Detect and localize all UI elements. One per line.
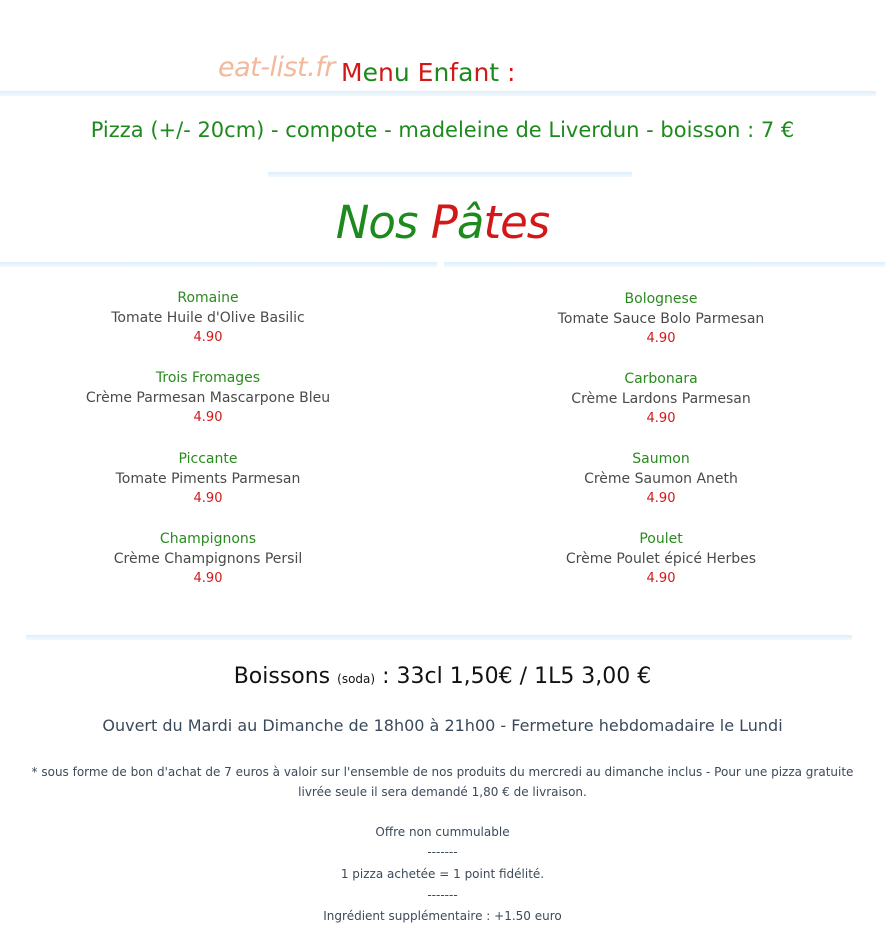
title-letter: f: [449, 58, 459, 87]
divider: [0, 91, 876, 96]
menu-item: [58, 449, 358, 509]
title-letter: M: [341, 58, 363, 87]
separator-dashes: -------: [427, 888, 458, 902]
dish-description: Tomate Piments Parmesan: [115, 471, 301, 487]
dish-price: 4.90: [193, 410, 223, 425]
title-letter: [410, 58, 418, 87]
dish-name: Piccante: [178, 451, 238, 467]
pasta-column-left: [58, 288, 358, 608]
divider: [444, 262, 885, 267]
drinks-line: [0, 664, 885, 689]
dish-price: 4.90: [193, 330, 223, 345]
dish-name: Bolognese: [624, 291, 698, 307]
drinks-prices: : 33cl 1,50€ / 1L5 3,00 €: [375, 664, 652, 689]
menu-item: [511, 529, 811, 589]
footnote: * sous forme de bon d'achat de 7 euros à valoir sur l'ensemble de nos produits du mercredi au dimanche inclus - Pour une pizza gratuite livrée seule il sera demandé 1,80 € de livraison.: [31, 765, 854, 799]
loyalty-note: 1 pizza achetée = 1 point fidélité.: [340, 867, 545, 881]
title-letter: n: [473, 58, 490, 87]
dish-description: Crème Saumon Aneth: [584, 471, 738, 487]
dish-description: Tomate Sauce Bolo Parmesan: [557, 311, 765, 327]
dish-description: Crème Lardons Parmesan: [571, 391, 751, 407]
dish-description: Crème Poulet épicé Herbes: [565, 551, 757, 567]
watermark-logo: eat-list.fr: [218, 52, 335, 83]
dish-price: 4.90: [646, 491, 676, 506]
pasta-section-title: Nos Pâtes: [335, 196, 550, 249]
divider: [268, 172, 632, 177]
dish-name: Champignons: [159, 531, 257, 547]
divider: [0, 262, 437, 267]
title-letter: t: [489, 58, 500, 87]
title-letter: u: [393, 58, 410, 87]
extra-ingredient-note: Ingrédient supplémentaire : +1.50 euro: [323, 909, 562, 923]
dish-name: Carbonara: [624, 371, 698, 387]
opening-hours: Ouvert du Mardi au Dimanche de 18h00 à 21h00 - Fermeture hebdomadaire le Lundi: [102, 716, 783, 735]
drinks-qualifier: (soda): [337, 672, 376, 686]
pasta-column-right: [511, 289, 811, 609]
offer-note: Offre non cummulable: [375, 825, 510, 839]
title-letter: n: [377, 58, 394, 87]
drinks-label: Boissons: [233, 664, 331, 689]
dish-price: 4.90: [646, 411, 676, 426]
menu-item: [511, 449, 811, 509]
kids-menu-title: [341, 58, 515, 87]
title-letter: E: [417, 58, 434, 87]
dish-name: Romaine: [177, 290, 239, 306]
dish-description: Crème Parmesan Mascarpone Bleu: [85, 390, 331, 406]
title-letter: a: [458, 58, 474, 87]
menu-item: [58, 368, 358, 428]
menu-item: [58, 529, 358, 589]
dish-name: Poulet: [639, 531, 683, 547]
kids-menu-offer: Pizza (+/- 20cm) - compote - madeleine de Liverdun - boisson : 7 €: [90, 118, 795, 142]
menu-item: [511, 289, 811, 349]
dish-name: Saumon: [632, 451, 690, 467]
title-letter: n: [433, 58, 450, 87]
menu-item: [511, 369, 811, 429]
dish-price: 4.90: [646, 571, 676, 586]
dish-description: Tomate Huile d'Olive Basilic: [111, 310, 305, 326]
menu-item: [58, 288, 358, 348]
dish-price: 4.90: [193, 571, 223, 586]
title-letter: :: [499, 58, 516, 87]
dish-description: Crème Champignons Persil: [113, 551, 303, 567]
dish-price: 4.90: [646, 331, 676, 346]
dish-price: 4.90: [193, 491, 223, 506]
dish-name: Trois Fromages: [155, 370, 261, 386]
divider: [26, 635, 852, 640]
title-letter: e: [362, 58, 378, 87]
separator-dashes: -------: [427, 845, 458, 859]
